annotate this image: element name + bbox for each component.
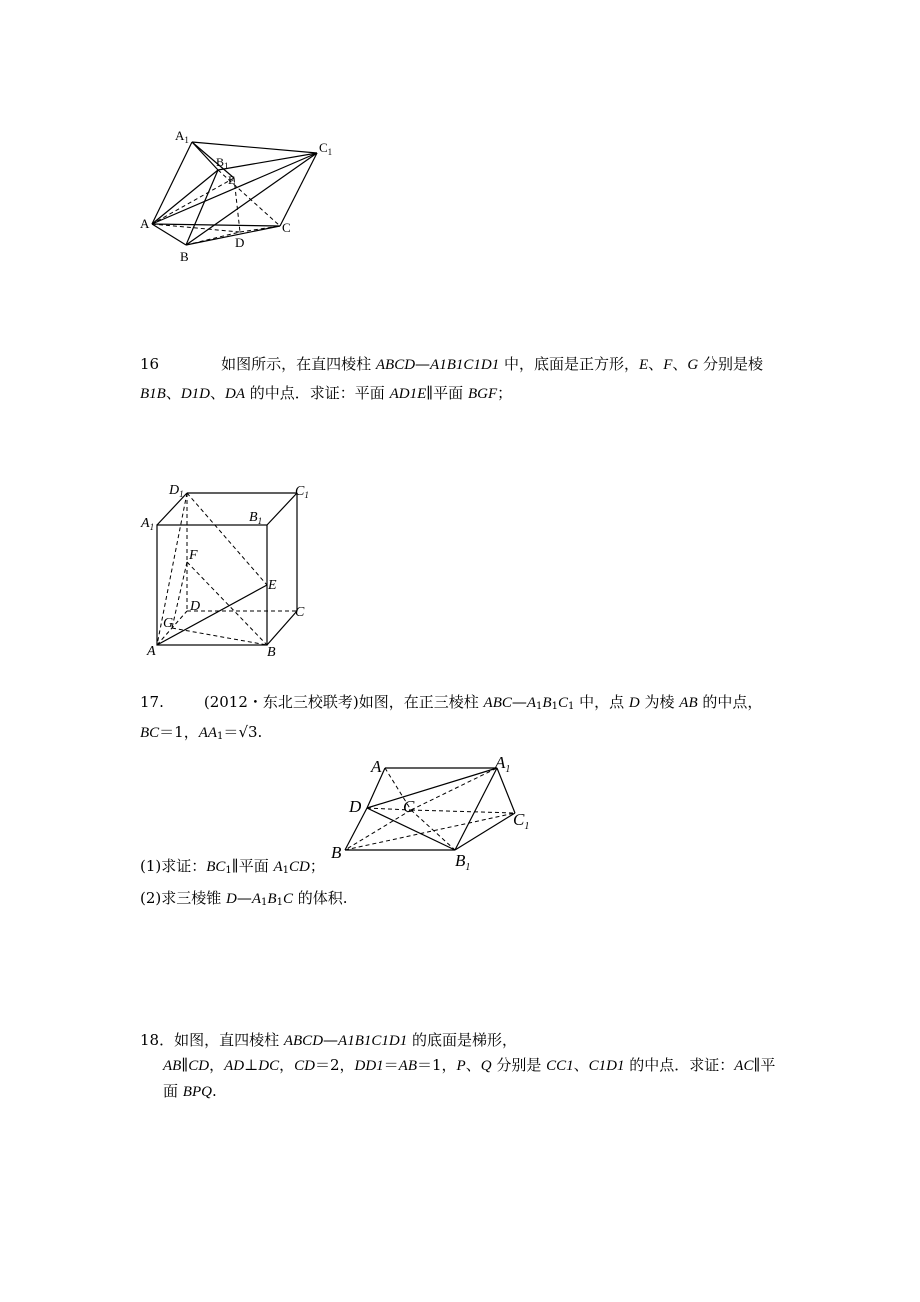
label-c1: $C_1$ [295, 484, 309, 500]
label-g: G [163, 616, 174, 631]
label-a1: $A_1$ [495, 753, 511, 775]
label-a: A [147, 644, 156, 659]
label-b: B [331, 843, 342, 862]
edge-bc [267, 611, 297, 645]
figure-cube [135, 475, 320, 665]
label-d: D [349, 797, 362, 816]
label-c: C [403, 797, 415, 816]
dash-cb1 [411, 810, 455, 850]
edge-a1b1 [192, 142, 218, 170]
label-c1: $C_1$ [319, 140, 333, 157]
label-e: E [268, 578, 277, 593]
q17-source: (2012・东北三校联考) [203, 693, 359, 711]
edge-b1c1 [218, 153, 317, 170]
dash-fg [172, 562, 187, 628]
label-b1: $B_1$ [455, 851, 471, 873]
q16-line1: 16 如图所示，在直四棱柱 ABCD—A1B1C1D1 中，底面是正方形，E、F、G 分别是棱 [140, 355, 763, 373]
edge-ab1 [152, 170, 218, 224]
dash-cc1 [411, 810, 515, 813]
label-c: C [282, 220, 291, 235]
dash-ea [152, 178, 234, 224]
figure-prism-1 [130, 120, 350, 270]
edge-a1c1 [192, 142, 317, 153]
q16-line2: B1B、D1D、DA 的中点．求证：平面 AD1E∥平面 BGF； [140, 384, 513, 402]
q17-line1: 17. (2012・东北三校联考)如图，在正三棱柱 $ABC—A_1B_1C_1$ 中，点 D 为棱 AB 的中点， [140, 693, 763, 712]
label-c1: $C_1$ [513, 810, 530, 832]
q18-line1: 18．如图，直四棱柱 ABCD—A1B1C1D1 的底面是梯形， [140, 1031, 517, 1049]
edge-da1 [367, 768, 497, 808]
q17-number: 17. [140, 693, 164, 711]
label-b1: $B_1$ [216, 155, 229, 171]
label-b1: $B_1$ [249, 510, 263, 526]
q17-line2: BC＝1，$AA_1=√3$. [140, 723, 263, 742]
edge-ae [157, 585, 267, 645]
label-b: B [267, 645, 276, 660]
label-d: D [190, 599, 201, 614]
label-e: E [228, 173, 236, 187]
label-a: A [371, 757, 382, 776]
label-c: C [295, 605, 305, 620]
figure-triangular-prism [325, 748, 545, 874]
label-a1: $A_1$ [175, 128, 189, 145]
dash-bc1 [345, 813, 515, 850]
q18-line3: 面 BPQ. [163, 1082, 217, 1100]
edge-c1c [280, 153, 317, 226]
label-b: B [180, 249, 189, 264]
label-f: F [189, 548, 198, 563]
edge-ab [152, 224, 186, 245]
label-d: D [235, 235, 245, 250]
dash-bd [186, 232, 240, 245]
q17-part2: (2)求三棱锥 $D—A_1B_1C$ 的体积. [140, 889, 348, 908]
label-a1: $A_1$ [141, 516, 155, 532]
label-a: A [140, 216, 150, 231]
label-d1: $D_1$ [169, 483, 184, 499]
dash-d1e [187, 493, 267, 585]
edge-a1a [152, 142, 192, 224]
q16-number: 16 [140, 355, 160, 373]
dash-ca1 [411, 768, 497, 810]
edge-ac1 [152, 153, 317, 224]
edge-b1c1 [267, 493, 297, 525]
q17-part1: (1)求证：$BC_1\parallel$平面 $A_1CD$； [140, 857, 325, 876]
q18-line2: AB∥CD，AD⊥DC，CD＝2，DD1＝AB＝1，P、Q 分别是 CC1、C1D1 的中点．求证：AC∥平 [163, 1056, 776, 1074]
